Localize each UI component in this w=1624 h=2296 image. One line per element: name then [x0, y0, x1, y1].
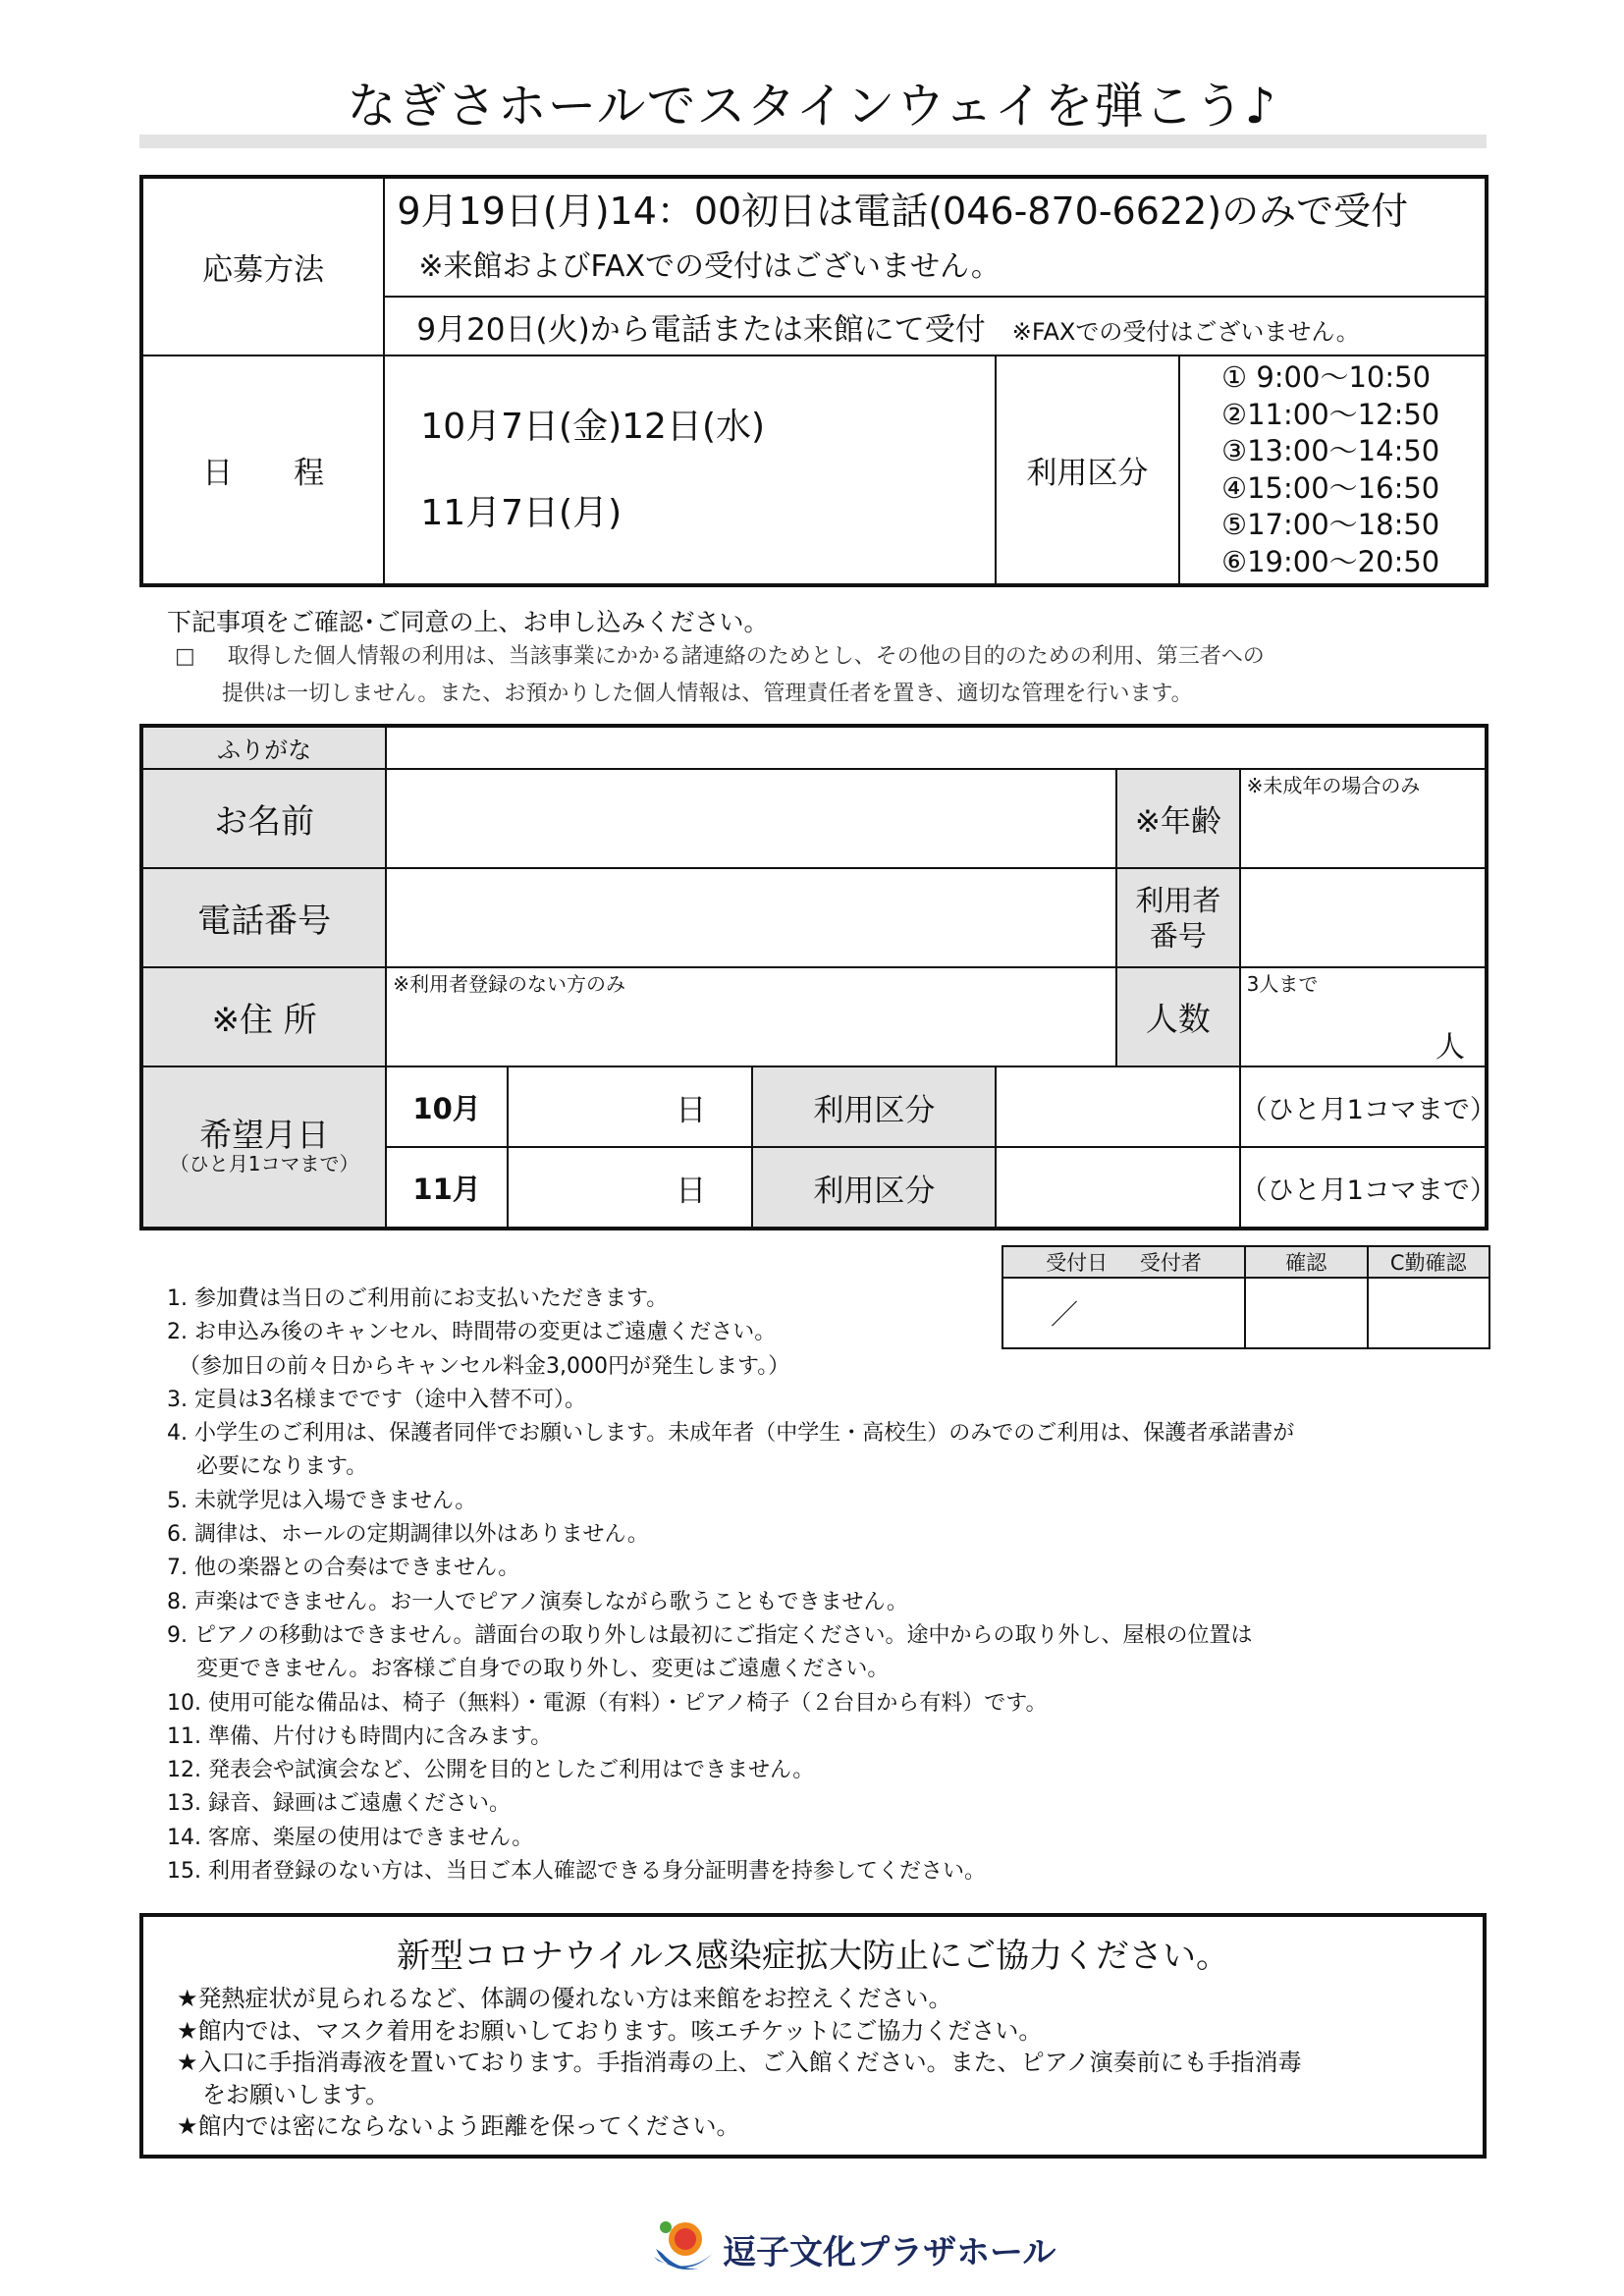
office-check-label: 確認 [1245, 1246, 1367, 1278]
wish-date-label [141, 1066, 386, 1229]
consent-text-2: 提供は一切しません。また、お預かりした個人情報は、管理責任者を置き、適切な管理を行います。 [222, 682, 1193, 706]
rule-11: 11. 準備、片付けも時間内に含みます。 [167, 1723, 553, 1749]
application-line3: 9月20日(火)から電話または来館にて受付 [416, 311, 986, 348]
page-title: なぎさホールでスタインウェイを弾こう♪ [347, 78, 1277, 135]
rule-4: 4. 小学生のご利用は、保護者同伴でお願いします。未成年者（中学生・高校生）のみでのご利用は、保護者承諾書が [167, 1421, 1295, 1447]
covid-notice [139, 1913, 1487, 2159]
rule-10: 10. 使用可能な備品は、椅子（無料）・電源（有料）・ピアノ椅子（２台目から有料）です。 [167, 1690, 1048, 1716]
rule-7: 7. 他の楽器との合奏はできません。 [167, 1556, 520, 1581]
schedule-date-2: 11月7日(月) [420, 492, 623, 533]
people-field[interactable] [1240, 967, 1487, 1066]
consent-heading: 下記事項をご確認･ご同意の上、お申し込みください。 [167, 608, 769, 636]
phone-label: 電話番号 [141, 868, 386, 967]
wish-note-1: （ひと月1コマまで） [1240, 1066, 1487, 1148]
rule-4-cont: 必要になります。 [196, 1454, 368, 1480]
consent-text-1: 取得した個人情報の利用は、当該事業にかかる諸連絡のためとし、その他の目的のための利用、第三者への [227, 644, 1265, 669]
rule-2: 2. お申込み後のキャンセル、時間帯の変更はご遠慮ください。 [167, 1320, 777, 1345]
age-label: ※年齢 [1116, 769, 1240, 868]
application-line2: ※来館およびFAXでの受付はございません。 [418, 248, 1001, 284]
office-c-check-field[interactable] [1368, 1278, 1489, 1348]
wish-date-title: 希望月日 [199, 1115, 330, 1154]
hall-logo-text: 逗子文化プラザホール [723, 2233, 1056, 2272]
application-form [139, 724, 1496, 1230]
furigana-label: ふりがな [141, 726, 386, 769]
name-field[interactable] [386, 769, 1116, 868]
rule-14: 14. 客席、楽屋の使用はできません。 [167, 1825, 534, 1850]
office-receipt-header [1002, 1246, 1245, 1278]
user-number-label-2: 番号 [1149, 918, 1207, 953]
user-number-field[interactable] [1240, 868, 1487, 967]
schedule-dates [384, 355, 995, 585]
slot-5: ⑤17:00～18:50 [1221, 508, 1440, 541]
rules-list [167, 1283, 1294, 1888]
wish-day-1[interactable]: 日 [508, 1066, 752, 1148]
wish-slot-label-2: 利用区分 [752, 1147, 996, 1229]
rule-1: 1. 参加費は当日のご利用前にお支払いただきます。 [167, 1286, 669, 1311]
application-label: 応募方法 [141, 177, 384, 355]
people-hint: 3人まで [1246, 971, 1319, 996]
furigana-field[interactable] [386, 726, 1487, 769]
wish-date-sub: （ひと月1コマまで） [169, 1151, 359, 1175]
title-underline [139, 135, 1487, 148]
rule-9-cont: 変更できません。お客様ご自身での取り外し、変更はご遠慮ください。 [196, 1657, 890, 1682]
slot-6: ⑥19:00～20:50 [1221, 544, 1440, 578]
wish-slot-label-1: 利用区分 [752, 1066, 996, 1148]
covid-item-3-cont: をお願いします。 [202, 2080, 390, 2108]
covid-item-1: ★発熱症状が見られるなど、体調の優れない方は来館をお控えください。 [177, 1985, 952, 2012]
covid-item-4: ★館内では密にならないよう距離を保ってください。 [177, 2112, 740, 2140]
address-label: ※住 所 [141, 967, 386, 1066]
schedule-date-1: 10月7日(金)12日(水) [420, 406, 766, 447]
rule-9: 9. ピアノの移動はできません。譜面台の取り外しは最初にご指定ください。途中からの取り外し、屋根の位置は [167, 1622, 1253, 1648]
phone-field[interactable] [386, 868, 1116, 967]
application-fax-note: ※FAXでの受付はございません。 [1011, 317, 1360, 346]
slot-label: 利用区分 [996, 355, 1180, 585]
rule-8: 8. 声楽はできません。お一人でピアノ演奏しながら歌うこともできません。 [167, 1589, 908, 1614]
user-number-label-1: 利用者 [1135, 883, 1221, 917]
slot-1: ① 9:00～10:50 [1221, 360, 1432, 394]
slot-list [1179, 355, 1487, 585]
wish-slot-field-1[interactable] [996, 1066, 1239, 1148]
rule-15: 15. 利用者登録のない方は、当日ご本人確認できる身分証明書を持参してください。 [167, 1859, 986, 1885]
address-field[interactable] [386, 967, 1116, 1066]
people-label: 人数 [1116, 967, 1240, 1066]
schedule-label: 日 程 [141, 355, 384, 585]
people-unit: 人 [1435, 1029, 1465, 1065]
info-table [139, 175, 1489, 587]
slot-4: ④15:00～16:50 [1221, 470, 1440, 505]
office-receptionist-label: 受付者 [1139, 1251, 1202, 1275]
rule-6: 6. 調律は、ホールの定期調律以外はありません。 [167, 1522, 649, 1548]
rule-5: 5. 未就学児は入場できません。 [167, 1488, 477, 1513]
rule-12: 12. 発表会や試演会など、公開を目的としたご利用はできません。 [167, 1758, 815, 1783]
wish-note-2: （ひと月1コマまで） [1240, 1147, 1487, 1229]
wish-slot-field-2[interactable] [996, 1147, 1239, 1229]
office-c-check-label: C勤確認 [1368, 1246, 1489, 1278]
rule-13: 13. 録音、録画はご遠慮ください。 [167, 1791, 511, 1817]
user-number-label [1116, 868, 1240, 967]
consent-privacy-line [175, 639, 1265, 670]
covid-item-3: ★入口に手指消毒液を置いております。手指消毒の上、ご入館ください。また、ピアノ演奏前にも手指消毒 [177, 2049, 1302, 2076]
covid-item-2: ★館内では、マスク着用をお願いしております。咳エチケットにご協力ください。 [177, 2016, 1043, 2045]
address-hint: ※利用者登録のない方のみ [393, 971, 625, 996]
hall-logo-icon [648, 2210, 719, 2278]
wish-month-2: 11月 [386, 1147, 508, 1229]
wish-day-2[interactable]: 日 [508, 1147, 752, 1229]
application-line1: 9月19日(月)14：00初日は電話(046-870-6622)のみで受付 [397, 189, 1409, 233]
office-receipt-date-label: 受付日 [1046, 1251, 1109, 1275]
office-date-field[interactable]: ／ [1002, 1278, 1245, 1348]
name-label: お名前 [141, 769, 386, 868]
covid-title: 新型コロナウイルス感染症拡大防止にご協力ください。 [397, 1937, 1229, 1976]
wish-month-1: 10月 [386, 1066, 508, 1148]
age-hint: ※未成年の場合のみ [1246, 774, 1421, 798]
rule-2-note: （参加日の前々日からキャンセル料金3,000円が発生します。） [179, 1353, 790, 1379]
rule-3: 3. 定員は3名様までです（途中入替不可）。 [167, 1387, 586, 1412]
slot-2: ②11:00～12:50 [1221, 397, 1440, 431]
slot-3: ③13:00～14:50 [1221, 434, 1440, 467]
age-field[interactable] [1240, 769, 1487, 868]
consent-checkbox[interactable]: □ [175, 644, 195, 669]
